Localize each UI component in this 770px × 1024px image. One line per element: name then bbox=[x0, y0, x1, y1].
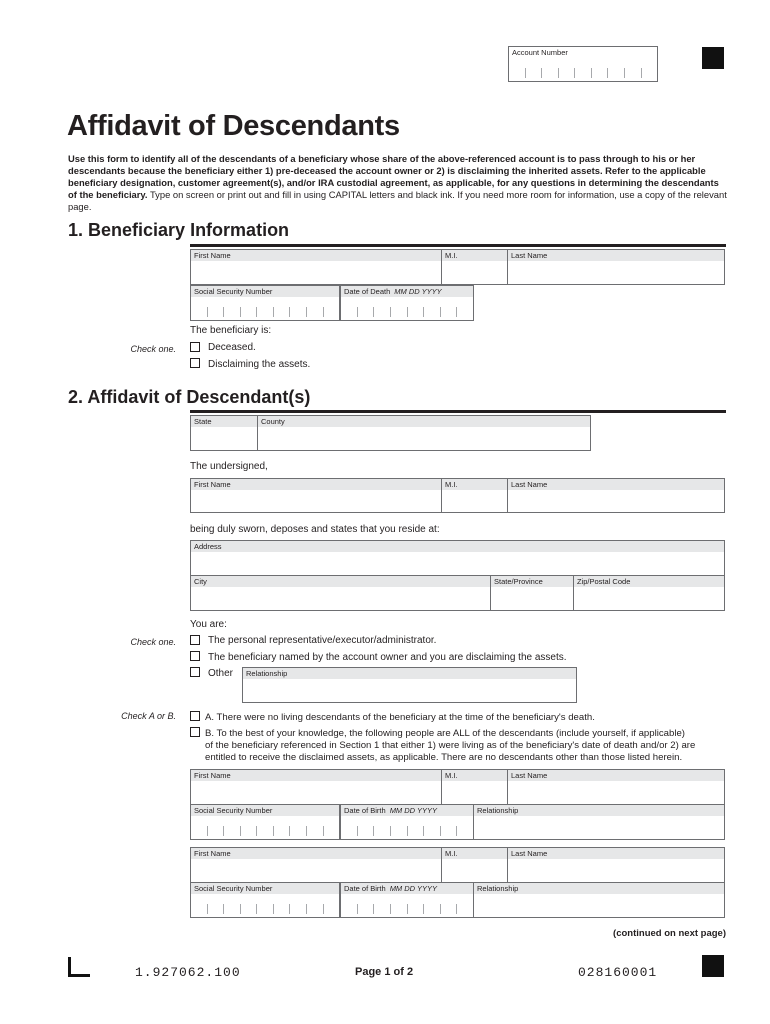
beneficiary-disclaiming-label: The beneficiary named by the account owner and you are disclaiming the assets. bbox=[208, 652, 567, 663]
option-b-line-1: B. To the best of your knowledge, the following people are ALL of the descendants (include yourself, if applicable) bbox=[205, 728, 685, 739]
representative-label: The personal representative/executor/administrator. bbox=[208, 635, 437, 646]
beneficiary-ssn-field[interactable] bbox=[190, 285, 340, 321]
beneficiary-status-prompt: The beneficiary is: bbox=[190, 325, 272, 336]
descendant-1-mi-label: M.I. bbox=[442, 770, 724, 781]
other-checkbox[interactable] bbox=[190, 667, 200, 677]
descendant-2-last-name-label: Last Name bbox=[508, 848, 724, 859]
representative-checkbox[interactable] bbox=[190, 635, 200, 645]
descendant-1-first-name-label: First Name bbox=[191, 770, 724, 781]
descendant-2-dob-label: Date of Birth MM DD YYYY bbox=[341, 883, 473, 894]
option-b-line-3: entitled to receive the disclaimed assets, as applicable. There are no descendants other than those listed herein. bbox=[205, 752, 683, 763]
county-label: County bbox=[258, 416, 590, 427]
descendant-1-dob-label: Date of Birth MM DD YYYY bbox=[341, 805, 473, 816]
first-name-label: First Name bbox=[191, 250, 724, 261]
zip-label: Zip/Postal Code bbox=[574, 576, 724, 587]
undersigned-first-name-label: First Name bbox=[191, 479, 724, 490]
section1-rule bbox=[190, 244, 726, 247]
option-a-label: A. There were no living descendants of the beneficiary at the time of the beneficiary's death. bbox=[205, 712, 595, 723]
other-label: Other bbox=[208, 668, 234, 679]
last-name-label: Last Name bbox=[508, 250, 724, 261]
descendant-2-ssn-field[interactable] bbox=[190, 882, 340, 918]
address-field[interactable] bbox=[190, 540, 725, 576]
descendant-1-ssn-field[interactable] bbox=[190, 804, 340, 840]
other-relationship-label: Relationship bbox=[243, 668, 576, 679]
account-number-field[interactable] bbox=[508, 46, 658, 82]
page-number: Page 1 of 2 bbox=[355, 966, 414, 978]
state-province-label: State/Province bbox=[491, 576, 724, 587]
undersigned-label: The undersigned, bbox=[190, 461, 268, 472]
descendant-2-dob-field[interactable] bbox=[340, 882, 474, 918]
ssn-label: Social Security Number bbox=[191, 286, 339, 297]
descendant-1-ssn-label: Social Security Number bbox=[191, 805, 339, 816]
option-b-checkbox[interactable] bbox=[190, 727, 200, 737]
you-are-label: You are: bbox=[190, 619, 227, 630]
state-county-field[interactable] bbox=[190, 415, 591, 451]
intro-regular: Type on screen or print out and fill in using CAPITAL letters and black ink. If you need more room for information, use a copy of the relevant page. bbox=[68, 189, 727, 212]
mi-label: M.I. bbox=[442, 250, 724, 261]
continued-note: (continued on next page) bbox=[613, 928, 726, 939]
account-number-ticks bbox=[509, 68, 657, 78]
section2-heading: 2. Affidavit of Descendant(s) bbox=[68, 387, 311, 407]
sworn-statement: being duly sworn, deposes and states that you reside at: bbox=[190, 524, 440, 535]
disclaiming-label: Disclaiming the assets. bbox=[208, 359, 311, 370]
corner-mark bbox=[68, 957, 90, 977]
check-one-label-2: Check one. bbox=[130, 637, 176, 647]
barcode-number: 028160001 bbox=[578, 965, 658, 980]
section1-heading: 1. Beneficiary Information bbox=[68, 220, 290, 240]
disclaiming-checkbox[interactable] bbox=[190, 358, 200, 368]
city-state-zip-field[interactable] bbox=[190, 575, 725, 611]
undersigned-last-name-label: Last Name bbox=[508, 479, 724, 490]
check-ab-label: Check A or B. bbox=[121, 711, 176, 721]
dod-label: Date of Death MM DD YYYY bbox=[341, 286, 473, 297]
descendant-2-mi-label: M.I. bbox=[442, 848, 724, 859]
registration-mark-bottom bbox=[702, 955, 724, 977]
descendant-1-name-field[interactable] bbox=[190, 769, 725, 805]
undersigned-mi-label: M.I. bbox=[442, 479, 724, 490]
page-title: Affidavit of Descendants bbox=[67, 110, 400, 142]
descendant-1-dob-field[interactable] bbox=[340, 804, 474, 840]
intro-bold: Use this form to identify all of the descendants of a beneficiary whose share of the above-referenced account is to pass through to his or her descendants because the beneficiary either 1) pre-deceased the account owner or 2) is disclaiming the inherited assets. Refer to the applicable beneficiary designation, customer agreement(s), and/or IRA custodial agreement, as applicable, for any questions in determining the descendants of the beneficiary. bbox=[68, 153, 719, 200]
deceased-checkbox[interactable] bbox=[190, 342, 200, 352]
date-of-death-field[interactable] bbox=[340, 285, 474, 321]
form-number: 1.927062.100 bbox=[135, 965, 241, 980]
state-label: State bbox=[191, 416, 590, 427]
option-a-checkbox[interactable] bbox=[190, 711, 200, 721]
city-label: City bbox=[191, 576, 724, 587]
descendant-2-relationship-label: Relationship bbox=[474, 883, 724, 894]
beneficiary-disclaiming-checkbox[interactable] bbox=[190, 651, 200, 661]
account-number-label: Account Number bbox=[509, 47, 657, 58]
address-label: Address bbox=[191, 541, 724, 552]
descendant-2-name-field[interactable] bbox=[190, 847, 725, 883]
descendant-1-relationship-field[interactable] bbox=[473, 804, 725, 840]
check-one-label-1: Check one. bbox=[130, 344, 176, 354]
section2-rule bbox=[190, 410, 726, 413]
descendant-1-relationship-label: Relationship bbox=[474, 805, 724, 816]
option-b-line-2: of the beneficiary referenced in Section 1 that either 1) were living as of the beneficiary's date of death and/or 2) are bbox=[205, 740, 696, 751]
descendant-2-relationship-field[interactable] bbox=[473, 882, 725, 918]
descendant-2-ssn-label: Social Security Number bbox=[191, 883, 339, 894]
other-relationship-field[interactable] bbox=[242, 667, 577, 703]
descendant-2-first-name-label: First Name bbox=[191, 848, 724, 859]
intro-text bbox=[68, 153, 730, 213]
descendant-1-last-name-label: Last Name bbox=[508, 770, 724, 781]
undersigned-name-field[interactable] bbox=[190, 478, 725, 513]
deceased-label: Deceased. bbox=[208, 342, 256, 353]
registration-mark-top bbox=[702, 47, 724, 69]
beneficiary-name-field[interactable] bbox=[190, 249, 725, 285]
